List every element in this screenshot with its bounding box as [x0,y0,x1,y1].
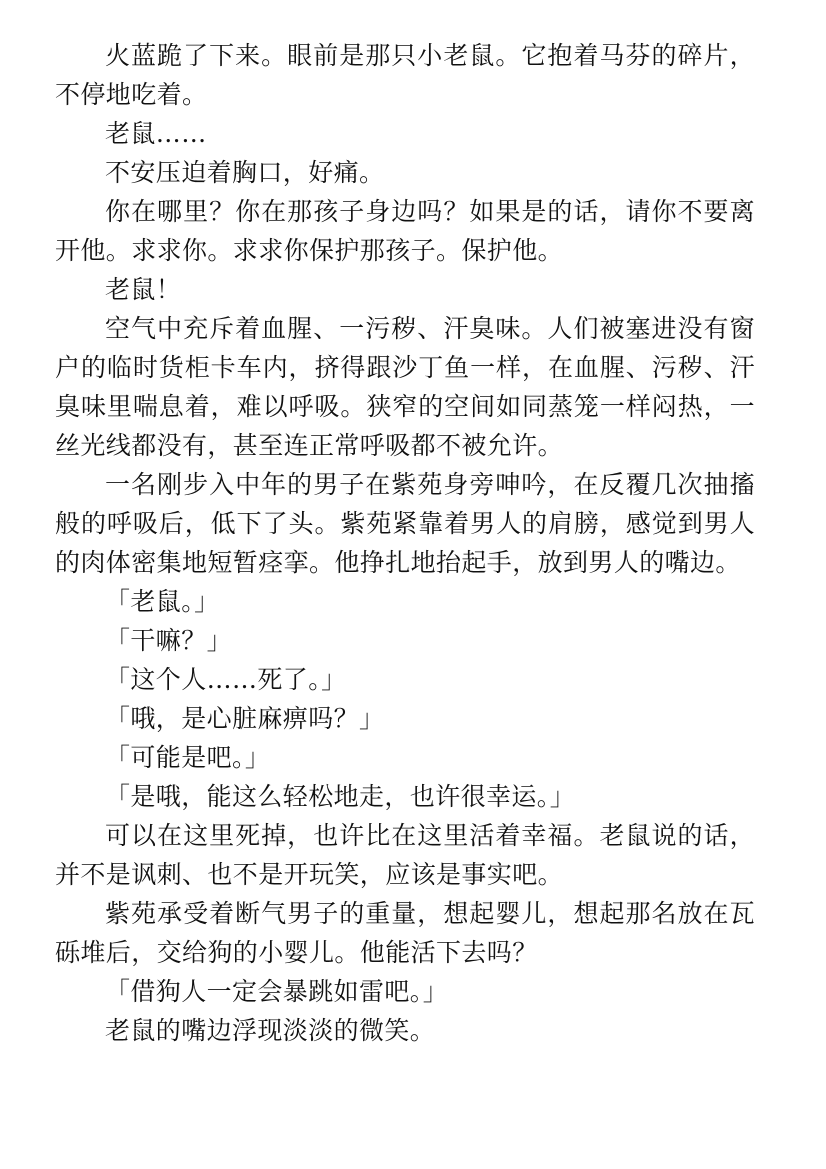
paragraph-6: 空气中充斥着血腥、一污秽、汗臭味。人们被塞进没有窗户的临时货柜卡车内，挤得跟沙丁鱼一样，在血腥、污秽、汗臭味里喘息着，难以呼吸。狭窄的空间如同蒸笼一样闷热，一丝光线都没有，甚至连正常呼吸都不被允许。 [55,314,755,460]
paragraph-2: 老鼠…… [105,119,207,148]
paragraph-1: 火蓝跪了下来。眼前是那只小老鼠。它抱着马芬的碎片，不停地吃着。 [55,41,755,109]
dialogue-line-3: 「这个人……死了。」 [105,665,347,694]
paragraph-9: 紫苑承受着断气男子的重量，想起婴儿，想起那名放在瓦砾堆后，交给狗的小婴儿。他能活下去吗？ [55,899,755,967]
dialogue-line-1: 「老鼠。」 [105,587,220,616]
paragraph-7: 一名刚步入中年的男子在紫苑身旁呻吟，在反覆几次抽搐般的呼吸后，低下了头。紫苑紧靠着男人的肩膀，感觉到男人的肉体密集地短暂痉挛。他挣扎地抬起手，放到男人的嘴边。 [55,470,755,577]
paragraph-5: 老鼠！ [105,275,182,304]
paragraph-8: 可以在这里死掉，也许比在这里活着幸福。老鼠说的话，并不是讽刺、也不是开玩笑，应该是事实吧。 [55,821,755,889]
paragraph-10: 老鼠的嘴边浮现淡淡的微笑。 [105,1016,436,1045]
paragraph-4: 你在哪里？你在那孩子身边吗？如果是的话，请你不要离开他。求求你。求求你保护那孩子。保护他。 [55,197,755,265]
dialogue-line-7: 「借狗人一定会暴跳如雷吧。」 [105,977,449,1006]
paragraph-3: 不安压迫着胸口，好痛。 [105,158,385,187]
dialogue-line-2: 「干嘛？」 [105,626,233,655]
dialogue-line-5: 「可能是吧。」 [105,743,271,772]
dialogue-line-6: 「是哦，能这么轻松地走，也许很幸运。」 [105,782,576,811]
page-text [55,36,755,1050]
dialogue-line-4: 「哦，是心脏麻痹吗？」 [105,704,385,733]
